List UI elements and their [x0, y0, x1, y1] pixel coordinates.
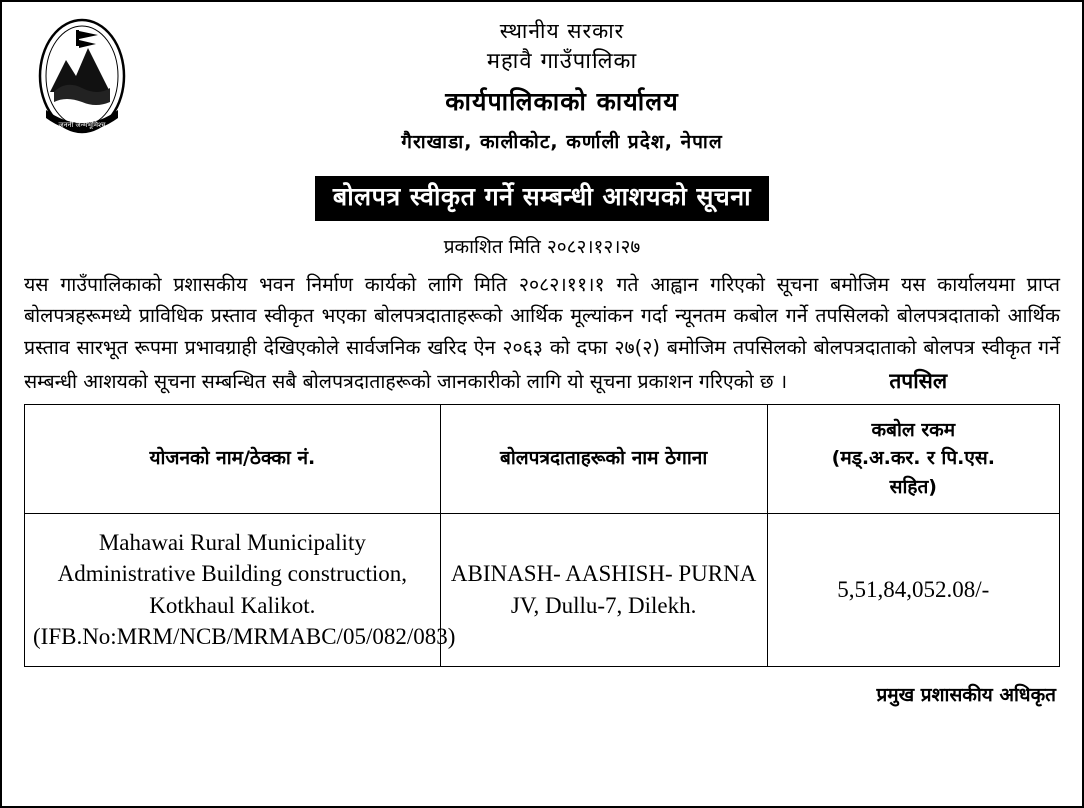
- table-header-amount-line3: सहित): [889, 475, 937, 498]
- header-line-office: कार्यपालिकाको कार्यालय: [445, 87, 679, 117]
- cell-bidder-name: ABINASH- AASHISH- PURNA JV, Dullu-7, Dilekh.: [440, 513, 767, 666]
- table-header-amount: [767, 404, 1059, 513]
- table-header-bidder: बोलपत्रदाताहरूको नाम ठेगाना: [440, 404, 767, 513]
- footer-signatory: प्रमुख प्रशासकीय अधिकृत: [876, 683, 1056, 706]
- header-line-address: गैराखाडा, कालीकोट, कर्णाली प्रदेश, नेपाल: [401, 130, 723, 153]
- table-header-amount-line2: (मड्.अ.कर. र पि.एस.: [831, 447, 995, 470]
- header-line-government: स्थानीय सरकार: [499, 19, 625, 43]
- tapsil-label: तपसिल: [889, 368, 948, 393]
- notice-body-paragraph: [2, 259, 1082, 398]
- table-head: [25, 404, 1060, 513]
- svg-text:जननी जन्मभूमिश्च: जननी जन्मभूमिश्च: [58, 121, 106, 129]
- table-body: [25, 513, 1060, 666]
- table-header-project: योजनको नाम/ठेक्का नं.: [25, 404, 441, 513]
- published-date: प्रकाशित मिति २०८२।१२।२७: [443, 235, 641, 258]
- notice-table: [24, 404, 1060, 667]
- notice-table-wrap: [2, 398, 1082, 667]
- table-row: [25, 513, 1060, 666]
- notice-title: बोलपत्र स्वीकृत गर्ने सम्बन्धी आशयको सूचना: [315, 176, 769, 221]
- table-header-amount-line1: कबोल रकम: [871, 418, 956, 441]
- table-header-row: [25, 404, 1060, 513]
- header-text-block: [42, 16, 1082, 156]
- title-banner-wrap: [2, 176, 1082, 221]
- body-text: यस गाउँपालिकाको प्रशासकीय भवन निर्माण कार्यको लागि मिति २०८२।११।१ गते आह्वान गरिएको सूचना बमोजिम यस कार्यालयमा प्राप्त बोलपत्रहरूमध्ये प्राविधिक प्रस्ताव स्वीकृत भएका बोलपत्रदाताहरूको आर्थिक मूल्यांकन गर्दा न्यूनतम कबोल गर्ने तपसिलको बोलपत्रदाताको आर्थिक प्रस्ताव सारभूत रूपमा प्रभावग्राही देखिएकोले सार्वजनिक खरिद ऐन २०६३ को दफा २७(२) बमोजिम तपसिलको बोलपत्रदाताको बोलपत्र स्वीकृत गर्ने सम्बन्धी आशयको सूचना सम्बन्धित सबै बोलपत्रदाताहरूको जानकारीको लागि यो सूचना प्रकाशन गरिएको छ ।: [24, 272, 1060, 393]
- cell-project-name: Mahawai Rural Municipality Administrative Building construction, Kotkhaul Kalikot. (IFB.No:MRM/NCB/MRMABC/05/082/083): [25, 513, 441, 666]
- header-line-municipality: महावै गाउँपालिका: [486, 49, 638, 75]
- document-header: [2, 2, 1082, 156]
- nepal-emblem-icon: [36, 14, 128, 146]
- cell-bid-amount: 5,51,84,052.08/-: [767, 513, 1059, 666]
